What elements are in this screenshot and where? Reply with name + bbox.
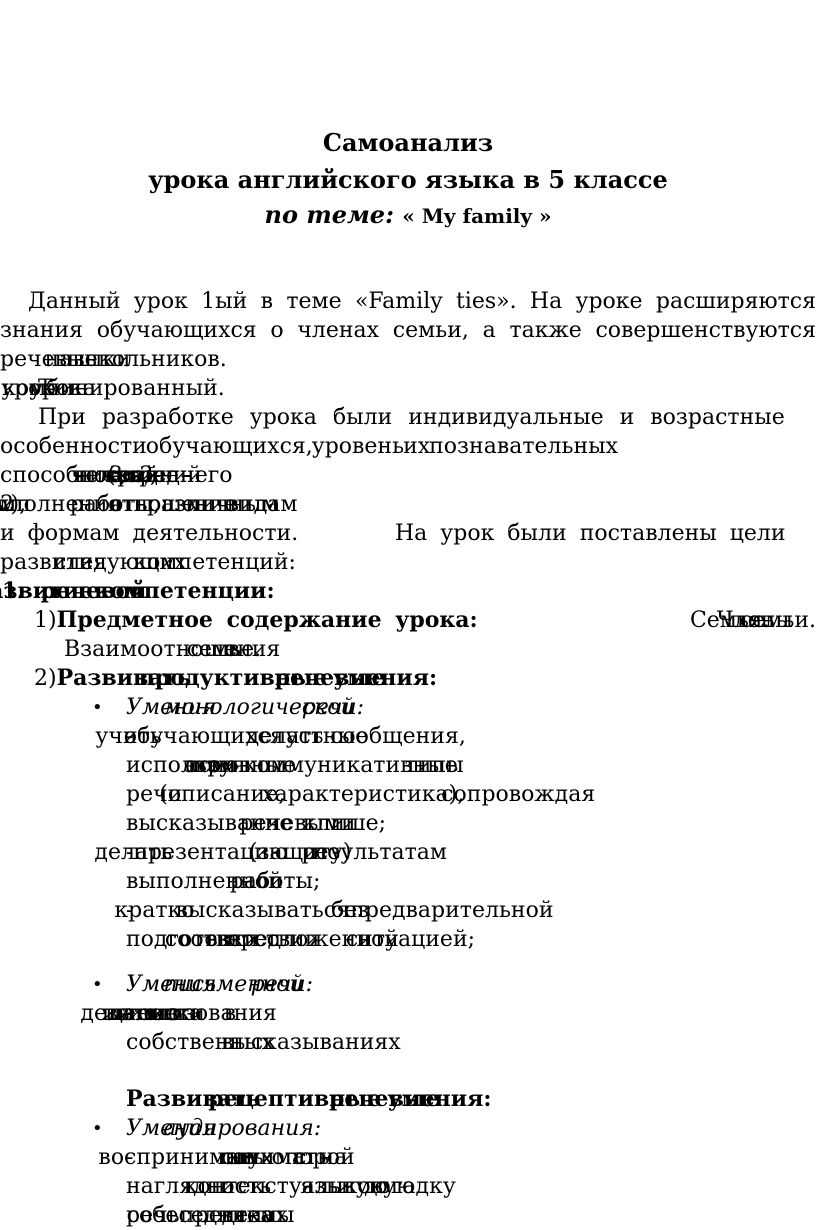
mono-line-c2: подготовки в соответствии с предложенной ситуацией; xyxy=(126,927,476,952)
listening-line-1: - воспринимать на слух и понимать с опорой на xyxy=(126,1145,348,1170)
doc-subtitle: урока английского языка в 5 классе xyxy=(148,165,668,194)
item1-text: Семья. Члены семьи. xyxy=(689,608,816,633)
para-line-2: особенности обучающихся, уровень их познавательных xyxy=(0,434,619,459)
para-line-5b: На урок были поставлены цели xyxy=(395,521,786,546)
mono-line-c1: - кратко высказываться без предварительной xyxy=(126,898,554,923)
mono-line-a2: используя при этом основные коммуникативные типы xyxy=(126,753,464,778)
doc-title: Самоанализ xyxy=(322,128,494,157)
para-line-5 xyxy=(0,519,816,548)
item1-continuation: Взаимоотношения в семье. xyxy=(64,637,262,662)
mono-line-b2: выполненной работы; xyxy=(126,869,321,894)
para-line-5a: и формам деятельности. xyxy=(0,521,299,546)
listening-line-2: наглядность и контекстуальную и языковую догадку xyxy=(126,1174,456,1199)
para-line-3: способностей (выше среднего – 2 чел., средний – 3 чел., низкий – xyxy=(0,463,118,488)
mono-line-a4: высказывание речевыми клише; xyxy=(126,811,387,836)
item1-line xyxy=(34,606,816,635)
para-line-4: 2 чел.), темп выполнения работы, отношение к различным видам xyxy=(0,492,298,517)
intro-line-3: речевые навыки школьников. xyxy=(0,347,227,372)
lesson-type: Тип урока – урок комбинированный. xyxy=(38,376,225,401)
section1-heading: 1. Развитие речевой компетенции: xyxy=(2,578,275,604)
topic-value: « My family » xyxy=(402,204,552,228)
intro-line-2: знания обучающихся о членах семьи, а также совершенствуются xyxy=(0,318,816,343)
bullet-dot-written: • xyxy=(92,974,103,995)
para-line-6: развития следующих компетенций: xyxy=(0,550,296,575)
doc-topic xyxy=(0,197,816,234)
bullet-dot-listening: • xyxy=(92,1118,103,1139)
listening-line-3: речь собеседника в пределах темы xyxy=(126,1203,295,1228)
topic-label: по теме: xyxy=(264,200,394,229)
mono-line-b1: - делать презентацию (защиту) по результатам xyxy=(126,840,448,865)
item1-number: 1) xyxy=(34,608,57,633)
item2-line xyxy=(34,664,816,693)
listening-label: Умения аудирования: xyxy=(126,1116,322,1141)
bullet-dot-mono: • xyxy=(92,697,103,718)
para-line-1 xyxy=(38,403,816,432)
written-line-1: - делать выписки из текста с целью их использования в xyxy=(126,1001,237,1026)
item2-number: 2) xyxy=(34,666,57,691)
mono-label: Умения монологической речи: xyxy=(126,695,365,720)
item1-bold: Предметное содержание урока: xyxy=(56,607,478,633)
receptive-heading: Развивать рецептивные речевые умения: xyxy=(126,1086,492,1112)
item2-bold: Развивать продуктивные речевые умения: xyxy=(56,665,438,691)
para-line-1-text: При разработке урока были индивидуальные и возрастные xyxy=(38,405,785,430)
intro-line-1: Данный урок 1ый в теме «Family ties». На уроке расширяются xyxy=(28,289,816,314)
written-line-2: собственных высказываниях xyxy=(126,1030,401,1055)
mono-line-a3: речи (описание, характеристика), сопровождая xyxy=(126,782,596,807)
mono-line-a1: - учить обучающихся делать устные сообщения, xyxy=(126,724,466,749)
written-label: Умения письменной речи: xyxy=(126,972,314,997)
